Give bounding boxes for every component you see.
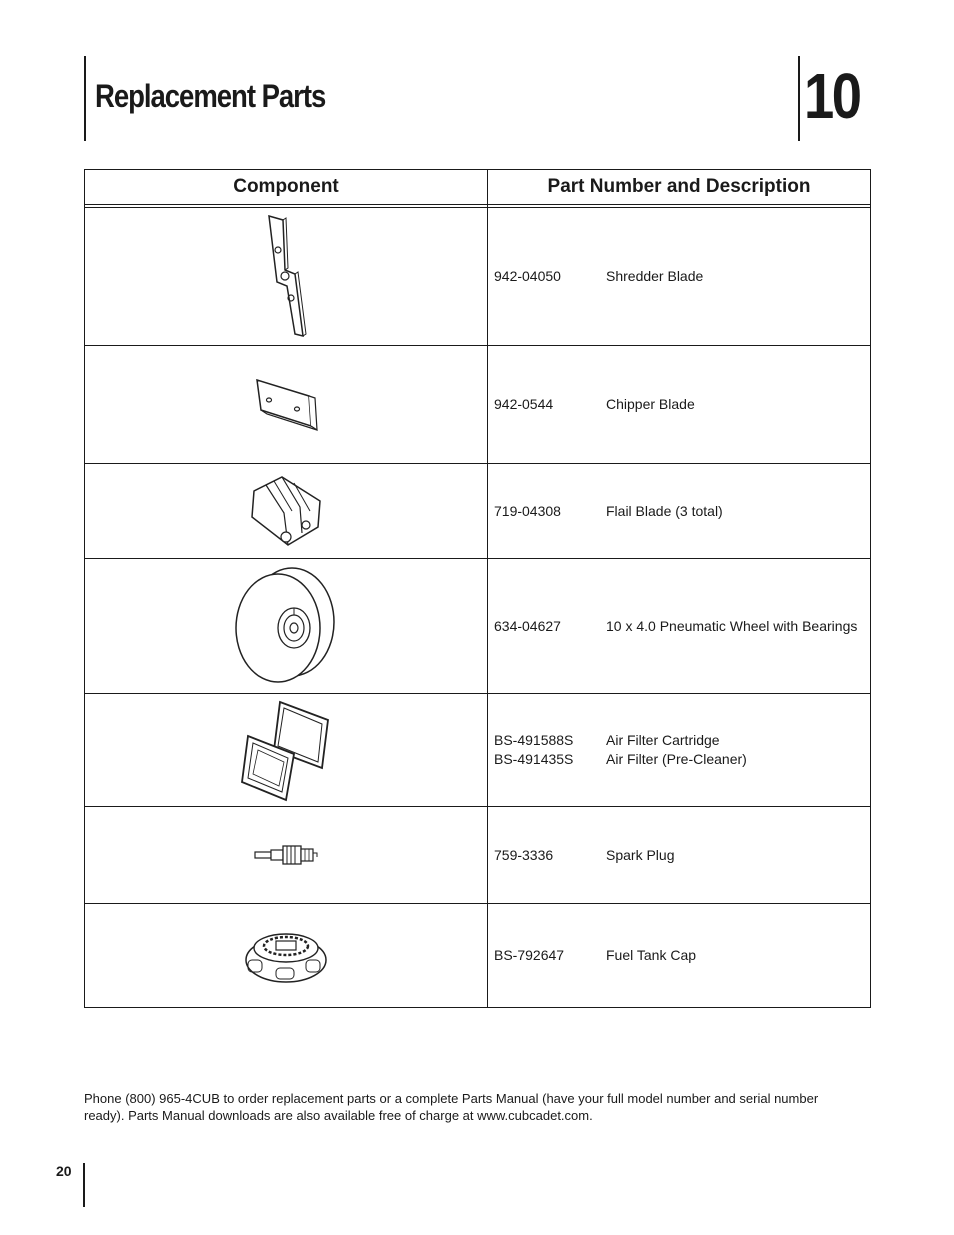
flail-blade-icon	[244, 471, 328, 551]
part-description: Spark Plug	[606, 846, 675, 863]
part-number: BS-491435S	[494, 751, 574, 767]
part-line	[494, 846, 870, 865]
part-line	[494, 617, 870, 636]
fuel-tank-cap-icon	[242, 926, 330, 986]
part-description: 10 x 4.0 Pneumatic Wheel with Bearings	[606, 617, 858, 634]
description-column-header: Part Number and Description	[488, 170, 871, 205]
part-description: Air Filter (Pre-Cleaner)	[606, 751, 747, 767]
table-row	[85, 346, 871, 464]
part-description: Shredder Blade	[606, 268, 704, 284]
ordering-info: Phone (800) 965-4CUB to order replacement parts or a complete Parts Manual (have your full model number and serial number ready). Parts Manual downloads are also available free of charge at www.cubcadet.com.	[84, 1091, 819, 1123]
air-filter-icon	[240, 698, 332, 802]
table-row	[85, 464, 871, 559]
part-number: 719-04308	[494, 502, 561, 519]
page-number-rule	[83, 1163, 85, 1207]
replacement-parts-table	[84, 169, 871, 1008]
part-line	[494, 395, 870, 414]
part-number: 942-0544	[494, 396, 554, 412]
part-line	[494, 946, 870, 965]
title-rule	[84, 56, 86, 141]
page-number: 20	[56, 1163, 72, 1179]
table-row	[85, 208, 871, 346]
part-number: 634-04627	[494, 617, 561, 634]
part-line	[494, 731, 870, 750]
pneumatic-wheel-icon	[234, 566, 338, 686]
part-line	[494, 502, 870, 521]
chapter-rule	[798, 56, 800, 141]
part-description: Chipper Blade	[606, 396, 695, 412]
part-number: 759-3336	[494, 846, 554, 863]
part-description: Air Filter Cartridge	[606, 732, 720, 748]
table-header-row	[85, 170, 871, 205]
table-row	[85, 694, 871, 807]
table-row	[85, 807, 871, 904]
table-row	[85, 904, 871, 1008]
chapter-number: 10	[804, 60, 860, 132]
part-line	[494, 750, 870, 769]
component-column-header: Component	[85, 170, 488, 205]
table-row	[85, 559, 871, 694]
part-number: BS-792647	[494, 947, 565, 963]
spark-plug-icon	[253, 840, 319, 870]
page-title: Replacement Parts	[95, 78, 326, 114]
part-description: Flail Blade (3 total)	[606, 502, 723, 519]
shredder-blade-icon	[261, 214, 311, 340]
part-number: BS-491588S	[494, 732, 574, 748]
part-number: 942-04050	[494, 268, 561, 284]
part-line	[494, 267, 870, 286]
chipper-blade-icon	[253, 376, 319, 434]
part-description: Fuel Tank Cap	[606, 947, 697, 963]
